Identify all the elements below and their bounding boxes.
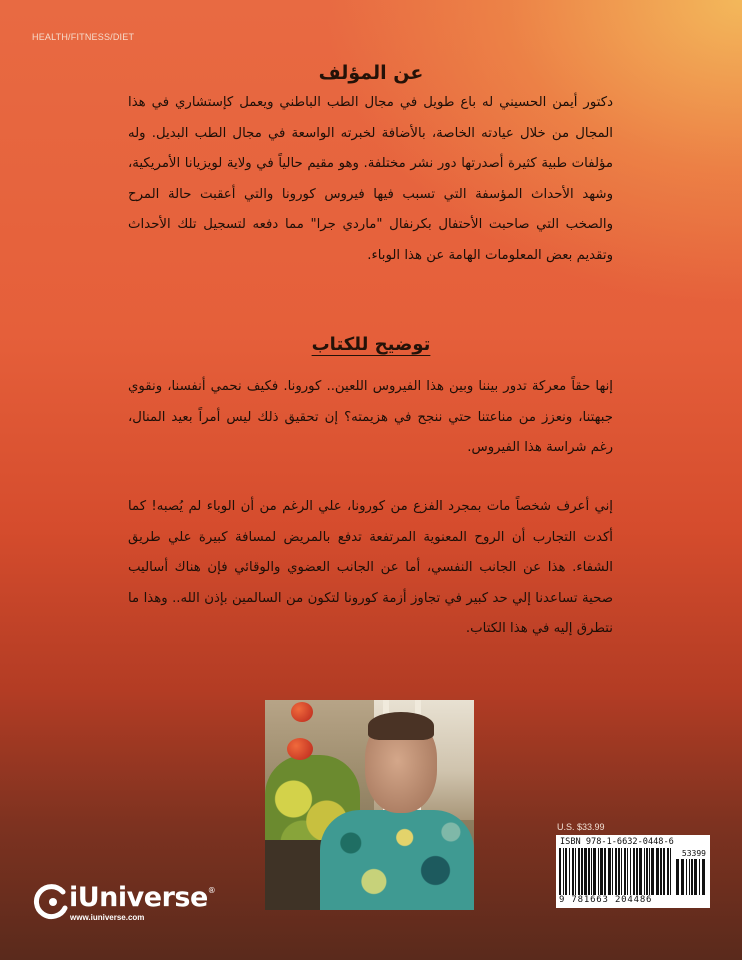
book-description-paragraph-1: إنها حقاً معركة تدور بيننا وبين هذا الفيروس اللعين.. كورونا. فكيف نحمي أنفسنا، ونقوي جبهتنا، ونعزز من مناعتنا حتي ننجح في هزيمته؟ إن تحقيق ذلك ليس أمراً بعيد المنال، رغم شراسة هذا الفيروس. — [128, 379, 613, 456]
barcode-bar — [604, 848, 606, 895]
barcode-bar — [660, 848, 662, 895]
barcode-bar — [598, 848, 599, 895]
barcode-bar — [584, 848, 587, 895]
barcode-bar — [691, 859, 693, 895]
barcode-bar — [569, 848, 570, 895]
barcode-bar — [651, 848, 654, 895]
barcode-ean-digits: 9 781663 204486 — [559, 895, 653, 905]
barcode-bar — [591, 848, 592, 895]
barcode-addon-bars — [676, 859, 707, 895]
barcode-bar — [649, 848, 650, 895]
photo-fruit — [287, 738, 313, 760]
barcode-bar — [624, 848, 626, 895]
photo-hair — [368, 712, 434, 740]
barcode-bar — [565, 848, 567, 895]
barcode-main-bars — [559, 848, 673, 895]
barcode-bar — [608, 848, 611, 895]
isbn-barcode — [556, 835, 710, 908]
barcode-bar — [639, 848, 642, 895]
barcode-bar — [563, 848, 564, 895]
barcode-bar — [621, 848, 622, 895]
barcode-bar — [559, 848, 561, 895]
price-label: U.S. $33.99 — [557, 822, 605, 832]
isbn-label: ISBN 978-1-6632-0448-6 — [560, 837, 674, 847]
barcode-bar — [612, 848, 613, 895]
barcode-bar — [588, 848, 590, 895]
barcode-bar — [681, 859, 684, 895]
category-label: HEALTH/FITNESS/DIET — [32, 32, 135, 42]
barcode-bar — [694, 859, 697, 895]
barcode-bar — [689, 859, 690, 895]
barcode-bar — [581, 848, 583, 895]
barcode-bar — [578, 848, 580, 895]
barcode-bar — [646, 848, 648, 895]
barcode-bar — [644, 848, 645, 895]
publisher-url: www.iuniverse.com — [70, 913, 145, 922]
book-heading: توضيح للكتاب — [311, 334, 431, 355]
barcode-bar — [575, 848, 576, 895]
registered-mark: ® — [207, 886, 216, 895]
barcode-bar — [699, 859, 700, 895]
photo-shirt — [320, 810, 474, 910]
barcode-bar — [686, 859, 687, 895]
barcode-bar — [667, 848, 669, 895]
barcode-bar — [663, 848, 665, 895]
barcode-bar — [656, 848, 659, 895]
book-description-paragraph-2: إني أعرف شخصاً مات بمجرد الفزع من كورونا، علي الرغم من أن الوباء لم يُصبه! كما أكدت التجارب أن الروح المعنوية المرتفعة تدفع بالمريض لمسافة كبيرة علي طريق الشفاء. هذا عن الجانب النفسي، أما عن الجانب العضوي والوقائي فإن هناك أساليب صحية تساعدنا إلي حد كبير في تجاوز أزمة كورونا لتكون من السالمين بإذن الله.. وهذا ما نتطرق إليه في هذا الكتاب. — [128, 499, 613, 637]
barcode-bar — [593, 848, 596, 895]
photo-fruit — [291, 702, 313, 722]
barcode-bar — [702, 859, 705, 895]
barcode-bar — [676, 859, 679, 895]
author-heading: عن المؤلف — [318, 62, 424, 84]
barcode-bar — [615, 848, 617, 895]
iuniverse-swirl-icon — [33, 884, 69, 920]
barcode-addon-digits: 53399 — [681, 849, 706, 858]
publisher-name-text: iUniverse — [69, 882, 208, 913]
publisher-name — [69, 882, 215, 913]
barcode-bar — [618, 848, 620, 895]
barcode-bar — [572, 848, 574, 895]
barcode-bar — [630, 848, 631, 895]
author-photo — [265, 700, 474, 910]
barcode-bar — [633, 848, 635, 895]
barcode-bar — [636, 848, 638, 895]
barcode-bar — [670, 848, 671, 895]
barcode-bar — [600, 848, 603, 895]
barcode-bar — [627, 848, 628, 895]
author-bio: دكتور أيمن الحسيني له باع طويل في مجال الطب الباطني ويعمل كإستشاري في هذا المجال من خلال عيادته الخاصة، بالأضافة لخبرته الواسعة في مجال الطب البديل. وله مؤلفات طبية كثيرة أصدرتها دور نشر مختلفة. وهو مقيم حالياً في ولاية لويزيانا الأمريكية، وشهد الأحداث المؤسفة التي تسبب فيها فيروس كورونا والتي أعقبت حالة المرح والصخب التي صاحبت الأحتفال بكرنفال "ماردي جرا" مما دفعه لتسجيل تلك الأحداث وتقديم بعض المعلومات الهامة عن هذا الوباء. — [128, 95, 613, 263]
